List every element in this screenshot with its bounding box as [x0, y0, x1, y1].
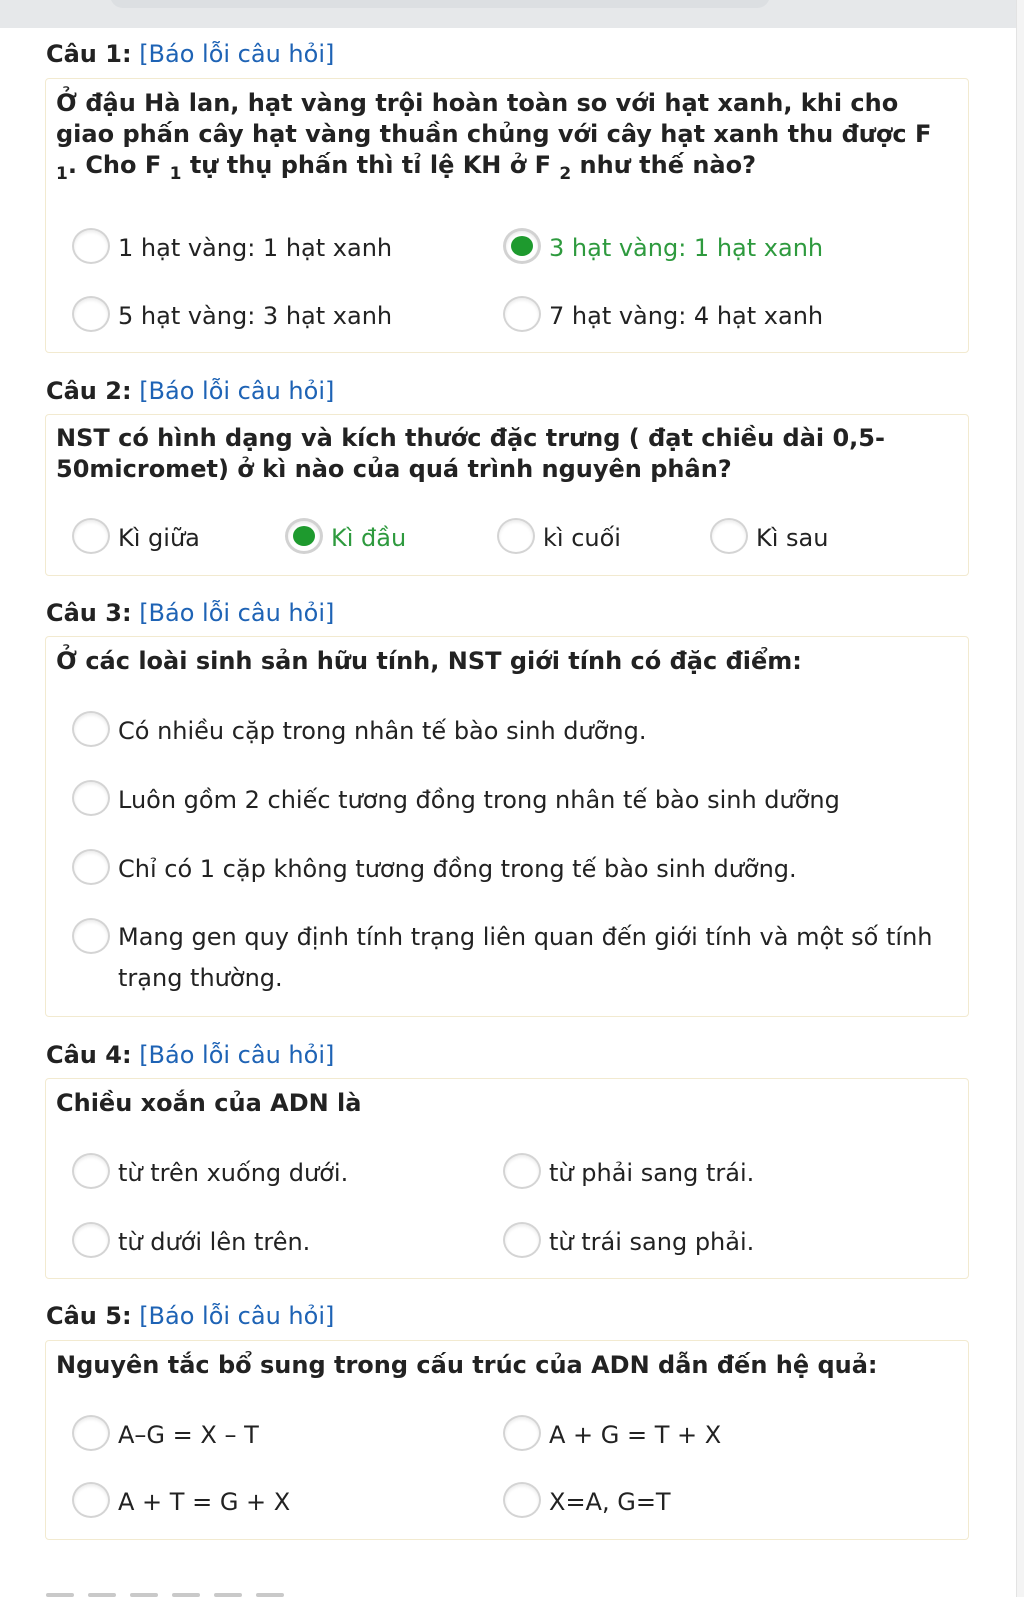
answer-option-selected[interactable] — [549, 233, 823, 263]
radio-button[interactable] — [72, 1482, 110, 1518]
radio-button[interactable] — [503, 1153, 541, 1189]
radio-button-checked[interactable] — [503, 228, 541, 264]
radio-button[interactable] — [710, 518, 748, 554]
question-number: Câu 2: — [46, 377, 132, 405]
radio-button[interactable] — [72, 518, 110, 554]
answer-option[interactable] — [756, 523, 828, 553]
report-error-link[interactable]: [Báo lỗi câu hỏi] — [139, 1041, 335, 1069]
option-label: từ trái sang phải. — [549, 1228, 755, 1256]
answer-option[interactable] — [118, 1487, 290, 1517]
question-number: Câu 3: — [46, 599, 132, 627]
option-label: từ trên xuống dưới. — [118, 1159, 349, 1187]
radio-button[interactable] — [503, 296, 541, 332]
option-label: 3 hạt vàng: 1 hạt xanh — [549, 234, 824, 262]
option-label: 5 hạt vàng: 3 hạt xanh — [118, 302, 393, 330]
radio-button[interactable] — [72, 1222, 110, 1258]
option-label: 7 hạt vàng: 4 hạt xanh — [549, 302, 824, 330]
question-text-part: . Cho F — [67, 151, 162, 179]
question-number: Câu 5: — [46, 1302, 132, 1330]
radio-button[interactable] — [72, 1415, 110, 1451]
radio-button[interactable] — [503, 1415, 541, 1451]
question-5-card — [45, 1340, 969, 1540]
question-4-header — [46, 1039, 334, 1071]
question-number: Câu 4: — [46, 1041, 132, 1069]
answer-option[interactable] — [118, 523, 200, 553]
radio-button[interactable] — [72, 228, 110, 264]
option-label: kì cuối — [543, 524, 621, 552]
browser-top-strip — [0, 0, 1024, 28]
report-error-link[interactable]: [Báo lỗi câu hỏi] — [139, 377, 335, 405]
question-4-card — [45, 1078, 969, 1279]
address-bar-remnant — [110, 0, 770, 8]
radio-button[interactable] — [72, 711, 110, 747]
subscript: 1 — [56, 163, 68, 184]
option-label: Có nhiều cặp trong nhân tế bào sinh dưỡng. — [118, 717, 647, 745]
report-error-link[interactable]: [Báo lỗi câu hỏi] — [139, 40, 335, 68]
option-label: A–G = X – T — [118, 1421, 259, 1449]
option-label: Chỉ có 1 cặp không tương đồng trong tế bào sinh dưỡng. — [118, 855, 797, 883]
question-1-card — [45, 78, 969, 353]
answer-option[interactable] — [118, 716, 647, 746]
option-label: X=A, G=T — [549, 1488, 671, 1516]
question-5-header — [46, 1300, 334, 1332]
answer-option-selected[interactable] — [331, 523, 406, 553]
question-text: Ở các loài sinh sản hữu tính, NST giới tính có đặc điểm: — [56, 647, 802, 675]
radio-button-checked[interactable] — [285, 518, 323, 554]
answer-option[interactable] — [543, 523, 621, 553]
answer-option[interactable] — [118, 1158, 348, 1188]
radio-button[interactable] — [72, 918, 110, 954]
option-label: Kì đầu — [331, 524, 407, 552]
answer-option[interactable] — [549, 301, 823, 331]
question-text: Chiều xoắn của ADN là — [56, 1089, 362, 1117]
option-label: A + G = T + X — [549, 1421, 722, 1449]
question-text — [56, 88, 956, 190]
question-number: Câu 1: — [46, 40, 132, 68]
answer-option[interactable] — [549, 1487, 671, 1517]
answer-option[interactable] — [549, 1227, 754, 1257]
radio-button[interactable] — [72, 849, 110, 885]
option-label: từ dưới lên trên. — [118, 1228, 311, 1256]
subscript: 1 — [169, 163, 182, 184]
radio-button[interactable] — [72, 296, 110, 332]
answer-option[interactable] — [549, 1158, 754, 1188]
answer-option[interactable] — [118, 1420, 259, 1450]
question-1-header — [46, 38, 334, 70]
option-label: 1 hạt vàng: 1 hạt xanh — [118, 234, 393, 262]
question-text-part: như thế nào? — [571, 151, 757, 179]
radio-button[interactable] — [503, 1222, 541, 1258]
answer-option[interactable] — [549, 1420, 721, 1450]
answer-option[interactable] — [118, 923, 958, 999]
answer-option[interactable] — [118, 233, 392, 263]
question-3-header — [46, 597, 334, 629]
option-label: Luôn gồm 2 chiếc tương đồng trong nhân tế bào sinh dưỡng — [118, 786, 840, 814]
report-error-link[interactable]: [Báo lỗi câu hỏi] — [139, 599, 335, 627]
option-label: Mang gen quy định tính trạng liên quan đến giới tính và một số tính trạng thường. — [118, 923, 933, 992]
question-text: Nguyên tắc bổ sung trong cấu trúc của ADN dẫn đến hệ quả: — [56, 1351, 878, 1379]
answer-option[interactable] — [118, 785, 840, 815]
question-text-part: Ở đậu Hà lan, hạt vàng trội hoàn toàn so với hạt xanh, khi cho giao phấn cây hạt vàng thuần chủng với cây hạt xanh thu được F — [56, 89, 932, 148]
question-2-header — [46, 375, 334, 407]
option-label: A + T = G + X — [118, 1488, 291, 1516]
answer-option[interactable] — [118, 1227, 310, 1257]
question-2-card — [45, 414, 969, 576]
question-text: NST có hình dạng và kích thước đặc trưng ( đạt chiều dài 0,5-50micromet) ở kì nào của quá trình nguyên phân? — [56, 424, 885, 483]
option-label: Kì giữa — [118, 524, 200, 552]
question-3-card — [45, 636, 969, 1017]
answer-option[interactable] — [118, 854, 797, 884]
radio-button[interactable] — [497, 518, 535, 554]
scrollbar-track[interactable] — [1016, 0, 1024, 1597]
report-error-link[interactable]: [Báo lỗi câu hỏi] — [139, 1302, 335, 1330]
radio-button[interactable] — [72, 1153, 110, 1189]
answer-option[interactable] — [118, 301, 392, 331]
radio-button[interactable] — [72, 780, 110, 816]
next-question-header-cutoff — [46, 1582, 346, 1597]
subscript: 2 — [559, 163, 572, 184]
option-label: từ phải sang trái. — [549, 1159, 755, 1187]
question-text-part: tự thụ phấn thì tỉ lệ KH ở F — [181, 151, 551, 179]
radio-button[interactable] — [503, 1482, 541, 1518]
option-label: Kì sau — [756, 524, 829, 552]
